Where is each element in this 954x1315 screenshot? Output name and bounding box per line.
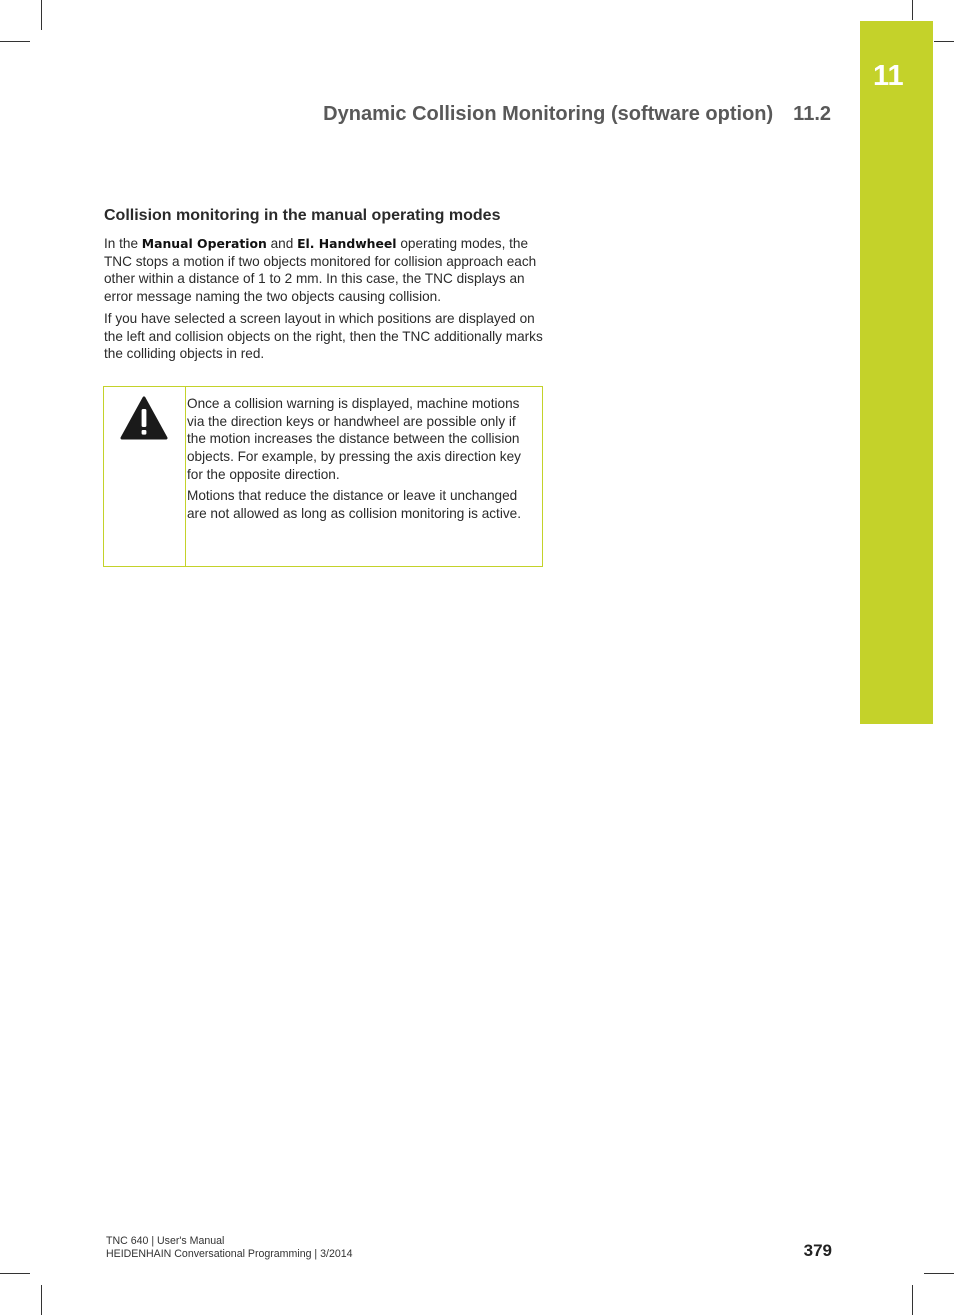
para1-text-start: In the bbox=[104, 236, 142, 251]
note-paragraph-1: Once a collision warning is displayed, machine motions via the direction keys or handwheel are possible only if the motion increases the distance between the collision objects. For example, by pressing the axis direction key for the opposite direction. bbox=[187, 396, 521, 482]
crop-mark-bottom-right-vertical bbox=[912, 1285, 913, 1315]
body-paragraph-1 bbox=[104, 235, 546, 306]
crop-mark-top-right-vertical bbox=[912, 0, 913, 20]
footer-line-1: TNC 640 | User's Manual bbox=[106, 1235, 225, 1247]
running-header bbox=[300, 103, 831, 126]
warning-triangle-icon bbox=[119, 395, 169, 441]
section-heading: Collision monitoring in the manual operating modes bbox=[104, 207, 501, 224]
crop-mark-top-left-horizontal bbox=[0, 41, 30, 42]
para1-text-end: operating modes, the TNC stops a motion if two objects monitored for collision approach each other within a distance of 1 to 2 mm. In this case, the TNC displays an error message naming the two objects causing collision. bbox=[104, 236, 537, 305]
note-text bbox=[187, 395, 532, 526]
note-divider bbox=[185, 387, 186, 566]
crop-mark-bottom-left-vertical bbox=[41, 1285, 42, 1315]
warning-note-box bbox=[103, 386, 543, 567]
el-handwheel-key-term: El. Handwheel bbox=[297, 236, 397, 251]
note-paragraph-2: Motions that reduce the distance or leave it unchanged are not allowed as long as collision monitoring is active. bbox=[187, 488, 521, 521]
chapter-number: 11 bbox=[873, 60, 904, 92]
page-number: 379 bbox=[803, 1241, 832, 1260]
para1-text-mid: and bbox=[266, 236, 298, 251]
footer-info bbox=[106, 1235, 353, 1262]
running-header-title: Dynamic Collision Monitoring (software option) bbox=[323, 103, 774, 125]
chapter-tab bbox=[860, 21, 933, 724]
crop-mark-bottom-right-horizontal bbox=[924, 1273, 954, 1274]
crop-mark-top-left-vertical bbox=[41, 0, 42, 30]
body-paragraph-2: If you have selected a screen layout in which positions are displayed on the left and collision objects on the right, then the TNC additionally marks the colliding objects in red. bbox=[104, 310, 543, 362]
manual-operation-key-term: Manual Operation bbox=[141, 236, 267, 251]
running-header-section-number: 11.2 bbox=[793, 103, 831, 125]
footer-line-2: HEIDENHAIN Conversational Programming | 3/2014 bbox=[106, 1248, 353, 1261]
main-content bbox=[104, 205, 546, 367]
crop-mark-bottom-left-horizontal bbox=[0, 1273, 30, 1274]
crop-mark-top-right-horizontal bbox=[934, 41, 954, 42]
